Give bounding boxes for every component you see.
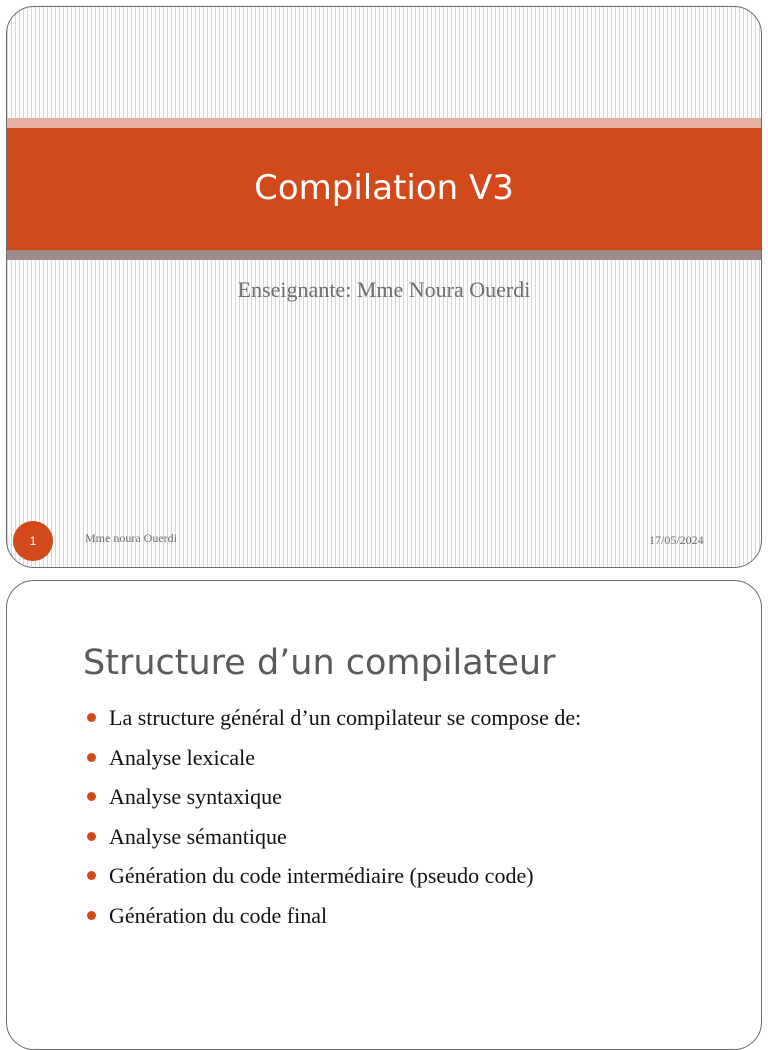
slide-number-badge: 1	[13, 521, 53, 561]
bullet-text: Génération du code final	[109, 902, 328, 928]
content-slide-title: Structure d’un compilateur	[83, 643, 556, 683]
bullet-text: Analyse syntaxique	[109, 784, 282, 809]
bullet-text: Génération du code intermédiaire (pseudo code)	[109, 863, 534, 888]
bullet-item	[87, 862, 581, 902]
bullet-item	[87, 704, 581, 744]
bullet-dot-icon	[87, 713, 96, 722]
footer-date: 17/05/2024	[649, 533, 704, 547]
bullet-item	[87, 902, 581, 942]
bullet-dot-icon	[87, 832, 96, 841]
bullet-text: La structure général d’un compilateur se compose de:	[109, 705, 582, 730]
title-slide	[6, 6, 762, 568]
content-slide	[6, 580, 762, 1050]
footer-author: Mme noura Ouerdi	[85, 531, 177, 545]
slide-title: Compilation V3	[254, 168, 514, 208]
bullet-dot-icon	[87, 871, 96, 880]
bullet-dot-icon	[87, 911, 96, 920]
bullet-text: Analyse lexicale	[109, 744, 255, 770]
slide-subtitle: Enseignante: Mme Noura Ouerdi	[237, 277, 531, 302]
bullet-list	[87, 704, 581, 941]
bullet-item	[87, 744, 581, 784]
bullet-text: Analyse sémantique	[109, 823, 287, 849]
bullet-item	[87, 823, 581, 863]
bullet-item	[87, 783, 581, 823]
bullet-dot-icon	[87, 753, 96, 762]
bullet-dot-icon	[87, 792, 96, 801]
title-band-top-stripe	[7, 118, 761, 128]
title-band-bottom-stripe	[7, 250, 761, 260]
